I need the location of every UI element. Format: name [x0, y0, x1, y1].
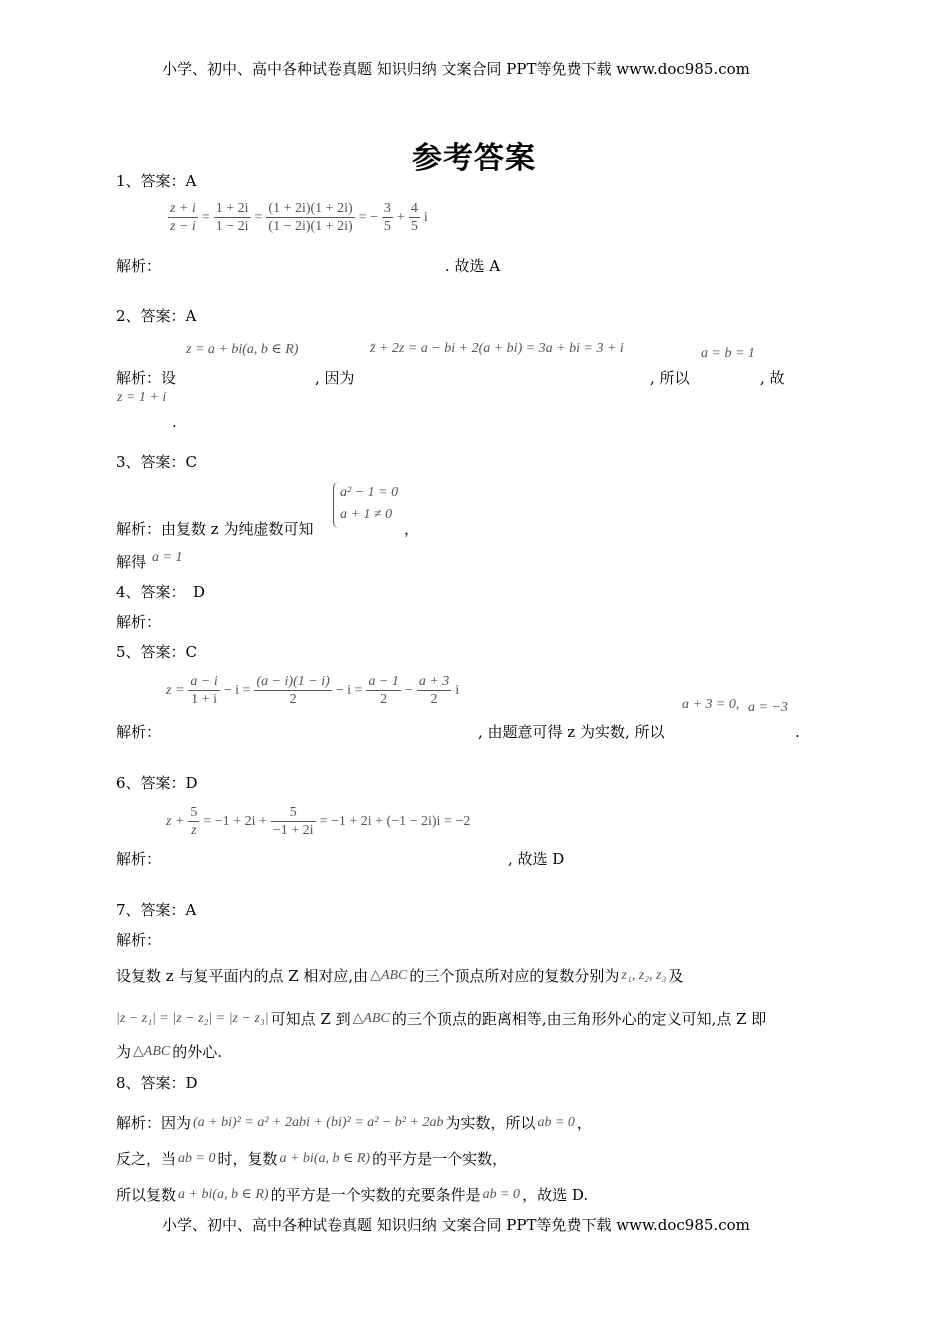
q5-frac2: $\frac{(a - i)(1 - i)}{2}$ — [256, 674, 330, 707]
q5-answer: 5、答案：C — [116, 643, 198, 661]
q1-frac2: $\frac{1 + 2i}{1 - 2i}$ — [215, 201, 249, 234]
q8-eq2: ab = 0 — [537, 1115, 575, 1130]
q1-frac1: $\frac{z + i}{z - i}$ — [170, 201, 196, 234]
q2-l4: , 故 — [760, 369, 785, 387]
q6-answer: 6、答案：D — [116, 774, 198, 792]
q3-comma: ， — [404, 520, 420, 538]
q2-eq1: z = a + bi(a, b ∈ R) — [186, 342, 299, 357]
q5-eq2: a = −3 — [748, 700, 788, 715]
q2-l3: , 所以 — [650, 369, 690, 387]
q3-eq: a = 1 — [152, 550, 183, 565]
q7-abc-1: △ABC — [370, 968, 408, 983]
q8-eq2b: ab = 0 — [178, 1151, 216, 1166]
q7-line3: 为 △ABC 的外心. — [116, 1043, 223, 1061]
page-footer: 小学、初中、高中各种试卷真题 知识归纳 文案合同 PPT等免费下载 www.doc985.com — [162, 1216, 750, 1234]
q6-frac2: $\frac{5}{-1 + 2i}$ — [272, 805, 314, 838]
q7-eq: |z − z₁| = |z − z₂| = |z − z₃| — [116, 1011, 269, 1026]
q6-tail: , 故选 D — [508, 850, 565, 868]
q6-label: 解析： — [116, 850, 162, 868]
q8-line3: 所以复数 a + bi(a, b ∈ R) 的平方是一个实数的充要条件是 ab = 0 ，故选 D. — [116, 1186, 589, 1204]
q5-equation: z = $\frac{a - i}{1 + i}$ − i = $\frac{(a - i)(1 - i)}{2}$ − i = $\frac{a - 1}{2}$ − $\frac{a + 3}{2}$ i — [166, 674, 460, 707]
q3-answer: 3、答案：C — [116, 453, 198, 471]
page-header: 小学、初中、高中各种试卷真题 知识归纳 文案合同 PPT等免费下载 www.doc985.com — [162, 60, 750, 78]
q3-system — [333, 482, 398, 528]
q2-l1: 解析：设 — [116, 369, 177, 387]
q7-z123: z₁, z₂, z₃ — [621, 968, 667, 983]
q1-frac4: $\frac{3}{5}$ — [383, 201, 391, 234]
q1-analysis-label: 解析： — [116, 257, 162, 275]
q2-eq3: a = b = 1 — [701, 346, 755, 361]
q3-sys-2: a + 1 ≠ 0 — [340, 507, 393, 522]
q3-l1: 解析：由复数 z 为纯虚数可知 — [116, 520, 314, 538]
q8-line2: 反之，当 ab = 0 时，复数 a + bi(a, b ∈ R) 的平方是一个实数， — [116, 1150, 508, 1168]
q7-answer: 7、答案：A — [116, 901, 197, 919]
q7-label: 解析： — [116, 931, 162, 949]
q2-eq4: z = 1 + i — [117, 390, 167, 405]
q5-frac3: $\frac{a - 1}{2}$ — [368, 674, 399, 707]
q5-label: 解析： — [116, 723, 162, 741]
q6-frac1: $\frac{5}{z}$ — [190, 805, 198, 838]
q1-equation: $\frac{z + i}{z - i}$ = $\frac{1 + 2i}{1 - 2i}$ = $\frac{(1 + 2i)(1 + 2i)}{(1 - 2i)(1 + 2i)}$ = − $\frac{3}{5}$ + $\frac{4}{5}$ i — [170, 201, 428, 234]
q5-dot: . — [795, 723, 800, 741]
q8-eq3: a + bi(a, b ∈ R) — [279, 1151, 371, 1166]
q1-frac3: $\frac{(1 + 2i)(1 + 2i)}{(1 - 2i)(1 + 2i)}$ — [268, 201, 353, 234]
q6-equation: z + $\frac{5}{z}$ = −1 + 2i + $\frac{5}{-1 + 2i}$ = −1 + 2i + (−1 − 2i)i = −2 — [166, 805, 471, 838]
q1-analysis-tail: . 故选 A — [445, 257, 501, 275]
q8-eq1: (a + bi)² = a² + 2abi + (bi)² = a² − b² + 2ab — [193, 1115, 444, 1130]
q7-line2: |z − z₁| = |z − z₂| = |z − z₃| 可知点 Z 到 △ABC 的三个顶点的距离相等,由三角形外心的定义可知,点 Z 即 — [116, 1010, 767, 1028]
q4-answer: 4、答案： D — [116, 583, 206, 601]
q4-analysis: 解析： — [116, 613, 162, 631]
q5-frac4: $\frac{a + 3}{2}$ — [418, 674, 450, 707]
q2-l2: , 因为 — [315, 369, 355, 387]
page-title: 参考答案 — [412, 141, 536, 176]
q7-abc-2: △ABC — [352, 1011, 390, 1026]
q8-answer: 8、答案：D — [116, 1074, 198, 1092]
q8-line1: 解析：因为 (a + bi)² = a² + 2abi + (bi)² = a² − b² + 2ab 为实数，所以 ab = 0 ， — [116, 1114, 592, 1132]
q5-frac1: $\frac{a - i}{1 + i}$ — [190, 674, 218, 707]
q2-dot: . — [172, 413, 177, 431]
q8-eq2c: ab = 0 — [482, 1187, 521, 1202]
q1-answer: 1、答案：A — [116, 172, 197, 190]
q7-line1: 设复数 z 与复平面内的点 Z 相对应,由 △ABC 的三个顶点所对应的复数分别为 z₁, z₂, z₃ 及 — [116, 967, 684, 985]
q2-eq2: z̄ + 2z = a − bi + 2(a + bi) = 3a + bi = 3 + i — [370, 341, 624, 356]
q3-l2: 解得 — [116, 553, 147, 571]
q2-answer: 2、答案：A — [116, 307, 197, 325]
q8-eq3b: a + bi(a, b ∈ R) — [178, 1187, 269, 1202]
q7-abc-3: △ABC — [133, 1044, 171, 1059]
q5-mid: , 由题意可得 z 为实数, 所以 — [478, 723, 665, 741]
q1-frac5: $\frac{4}{5}$ — [410, 201, 418, 234]
q5-eq1: a + 3 = 0, — [682, 697, 740, 712]
q3-sys-1: a² − 1 = 0 — [340, 485, 399, 500]
